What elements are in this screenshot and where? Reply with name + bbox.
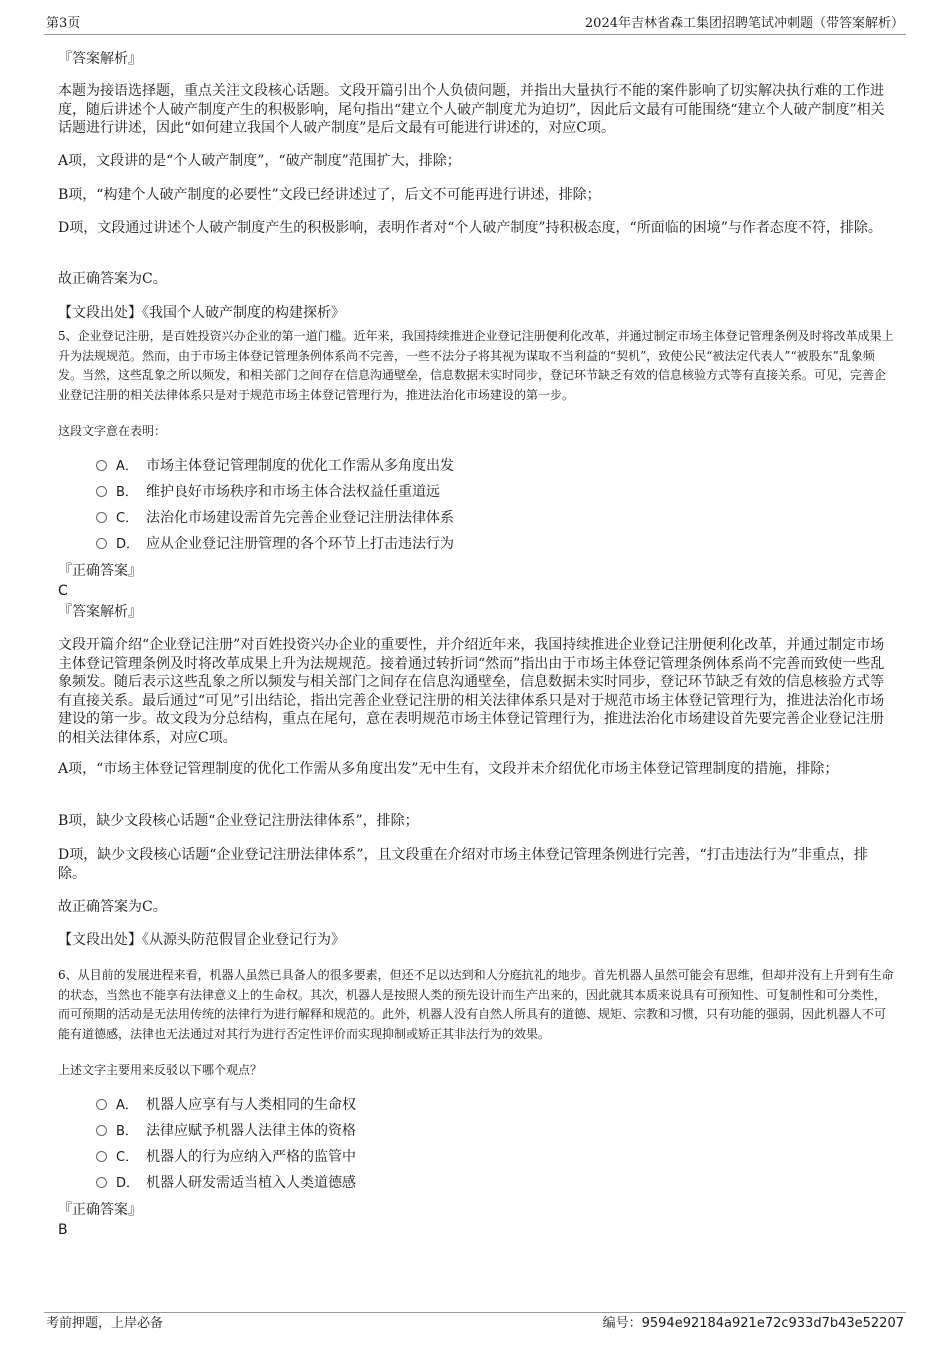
option-letter: D． xyxy=(116,1176,140,1191)
q5-answer: C xyxy=(58,583,68,599)
footer-code-value: 9594e92184a921e72c933d7b43e52207 xyxy=(641,1316,904,1331)
page-footer xyxy=(44,1312,906,1331)
option-text: 机器人研发需适当植入人类道德感 xyxy=(146,1175,356,1191)
q5-source: 【文段出处】《从源头防范假冒企业登记行为》 xyxy=(58,932,345,948)
radio-button[interactable] xyxy=(96,1099,107,1110)
q4-option-a-explanation: A项，文段讲的是“个人破产制度”，“破产制度”范围扩大，排除； xyxy=(58,153,461,169)
q5-analysis: 文段开篇介绍“企业登记注册”对百姓投资兴办企业的重要性，并介绍近年来，我国持续推进企业登记注册便利化改革，并通过制定市场主体登记管理条例及时将改革成果上升为法规规范。接着通过转折词“然而”指出由于市场主体登记管理条例体系尚不完善而致使一些乱象频发。随后表示这些乱象之所以频发与相关部门之间存在信息沟通壁垒，信息数据未实时同步，登记环节缺乏有效的信息核验方式等有直接关系。最后通过“可见”引出结论，指出完善企业登记注册的相关法律体系只是对于规范市场主体登记管理行为，推进法治化市场建设的第一步。故文段为分总结构，重点在尾句，意在表明规范市场主体登记管理行为，推进法治化市场建设首先要完善企业登记注册的相关法律体系，对应C项。 xyxy=(58,637,885,746)
option-text: 法治化市场建设需首先完善企业登记注册法律体系 xyxy=(146,510,454,526)
q5-option-b-explanation: B项，缺少文段核心话题“企业登记注册法律体系”，排除； xyxy=(58,813,419,829)
radio-button[interactable] xyxy=(96,1125,107,1136)
page-number: 第3页 xyxy=(46,16,81,31)
q6-option-a[interactable] xyxy=(96,1095,356,1116)
option-text: 法律应赋予机器人法律主体的资格 xyxy=(146,1123,356,1139)
radio-button[interactable] xyxy=(96,1151,107,1162)
document-title: 2024年吉林省森工集团招聘笔试冲刺题（带答案解析） xyxy=(584,16,904,31)
q6-option-c[interactable] xyxy=(96,1147,356,1168)
q6-answer-label: 『正确答案』 xyxy=(58,1202,142,1218)
q5-stem: 5、企业登记注册，是百姓投资兴办企业的第一道门槛。近年来，我国持续推进企业登记注册便利化改革，并通过制定市场主体登记管理条例及时将改革成果上升为法规规范。然而，由于市场主体登记管理条例体系尚不完善，一些不法分子将其视为谋取不当利益的“契机”，致使公民“被法定代表人”“被股东”乱象频发。当然，这些乱象之所以频发，和相关部门之间存在信息沟通壁垒，信息数据未实时同步，登记环节缺乏有效的信息核验方式等有直接关系。可见，完善企业登记注册的相关法律体系只是对于规范市场主体登记管理行为，推进法治化市场建设的第一步。 xyxy=(58,329,894,402)
radio-button[interactable] xyxy=(96,486,107,497)
footer-code xyxy=(603,1315,904,1333)
option-letter: B． xyxy=(116,485,138,500)
radio-button[interactable] xyxy=(96,460,107,471)
footer-slogan: 考前押题，上岸必备 xyxy=(46,1316,164,1331)
option-text: 应从企业登记注册管理的各个环节上打击违法行为 xyxy=(146,536,454,552)
q5-option-a-explanation: A项，“市场主体登记管理制度的优化工作需从多角度出发”无中生有，文段并未介绍优化市场主体登记管理制度的措施，排除； xyxy=(58,761,839,777)
option-letter: A． xyxy=(116,1098,138,1113)
q4-conclusion: 故正确答案为C。 xyxy=(58,271,167,287)
option-text: 市场主体登记管理制度的优化工作需从多角度出发 xyxy=(146,458,454,474)
q5-conclusion: 故正确答案为C。 xyxy=(58,899,167,915)
option-letter: C． xyxy=(116,511,139,526)
q6-stem: 6、从目前的发展进程来看，机器人虽然已具备人的很多要素，但还不足以达到和人分庭抗礼的地步。首先机器人虽然可能会有思维，但却并没有上升到有生命的状态，当然也不能享有法律意义上的生命权。其次，机器人是按照人类的预先设计而生产出来的，因此就其本质来说具有可预知性、可复制性和可分类性，而可预期的活动是无法用传统的法律行为进行解释和规范的。此外，机器人没有自然人所具有的道德、规矩、宗教和习惯，只有功能的强弱，因此机器人不可能有道德感，法律也无法通过对其行为进行否定性评价而实现抑制或矫正其非法行为的效果。 xyxy=(58,968,894,1041)
q4-analysis-label: 『答案解析』 xyxy=(58,51,142,67)
page-header xyxy=(44,14,906,35)
option-text: 机器人应享有与人类相同的生命权 xyxy=(146,1097,356,1113)
q5-question: 这段文字意在表明： xyxy=(58,424,167,438)
q4-analysis: 本题为接语选择题，重点关注文段核心话题。文段开篇引出个人负债问题，并指出大量执行不能的案件影响了切实解决执行难的工作进度，随后讲述个人破产制度产生的积极影响，尾句指出“建立个人破产制度尤为迫切”，因此后文最有可能围绕“建立个人破产制度”相关话题进行讲述，因此“如何建立我国个人破产制度”是后文最有可能进行讲述的，对应C项。 xyxy=(58,83,885,136)
option-letter: D． xyxy=(116,537,140,552)
option-letter: C． xyxy=(116,1150,139,1165)
q5-option-c[interactable] xyxy=(96,508,454,529)
q5-option-a[interactable] xyxy=(96,456,454,477)
q5-analysis-label: 『答案解析』 xyxy=(58,604,142,620)
option-letter: A． xyxy=(116,459,138,474)
option-letter: B． xyxy=(116,1124,138,1139)
q6-option-b[interactable] xyxy=(96,1121,356,1142)
q5-answer-label: 『正确答案』 xyxy=(58,563,142,579)
option-text: 机器人的行为应纳入严格的监管中 xyxy=(146,1149,356,1165)
q4-source: 【文段出处】《我国个人破产制度的构建探析》 xyxy=(58,305,345,321)
q6-answer: B xyxy=(58,1222,68,1238)
q5-option-b[interactable] xyxy=(96,482,440,503)
q6-question: 上述文字主要用来反驳以下哪个观点？ xyxy=(58,1063,263,1077)
q6-option-d[interactable] xyxy=(96,1173,356,1194)
footer-code-label: 编号： xyxy=(602,1316,642,1331)
radio-button[interactable] xyxy=(96,538,107,549)
radio-button[interactable] xyxy=(96,512,107,523)
q5-option-d-explanation: D项，缺少文段核心话题“企业登记注册法律体系”，且文段重在介绍对市场主体登记管理条例进行完善，“打击违法行为”非重点，排除。 xyxy=(58,847,868,882)
q4-option-d-explanation: D项，文段通过讲述个人破产制度产生的积极影响，表明作者对“个人破产制度”持积极态度，“所面临的困境”与作者态度不符，排除。 xyxy=(58,220,882,236)
q5-option-d[interactable] xyxy=(96,534,454,555)
option-text: 维护良好市场秩序和市场主体合法权益任重道远 xyxy=(146,484,440,500)
radio-button[interactable] xyxy=(96,1177,107,1188)
q4-option-b-explanation: B项，“构建个人破产制度的必要性”文段已经讲述过了，后文不可能再进行讲述，排除； xyxy=(58,187,601,203)
